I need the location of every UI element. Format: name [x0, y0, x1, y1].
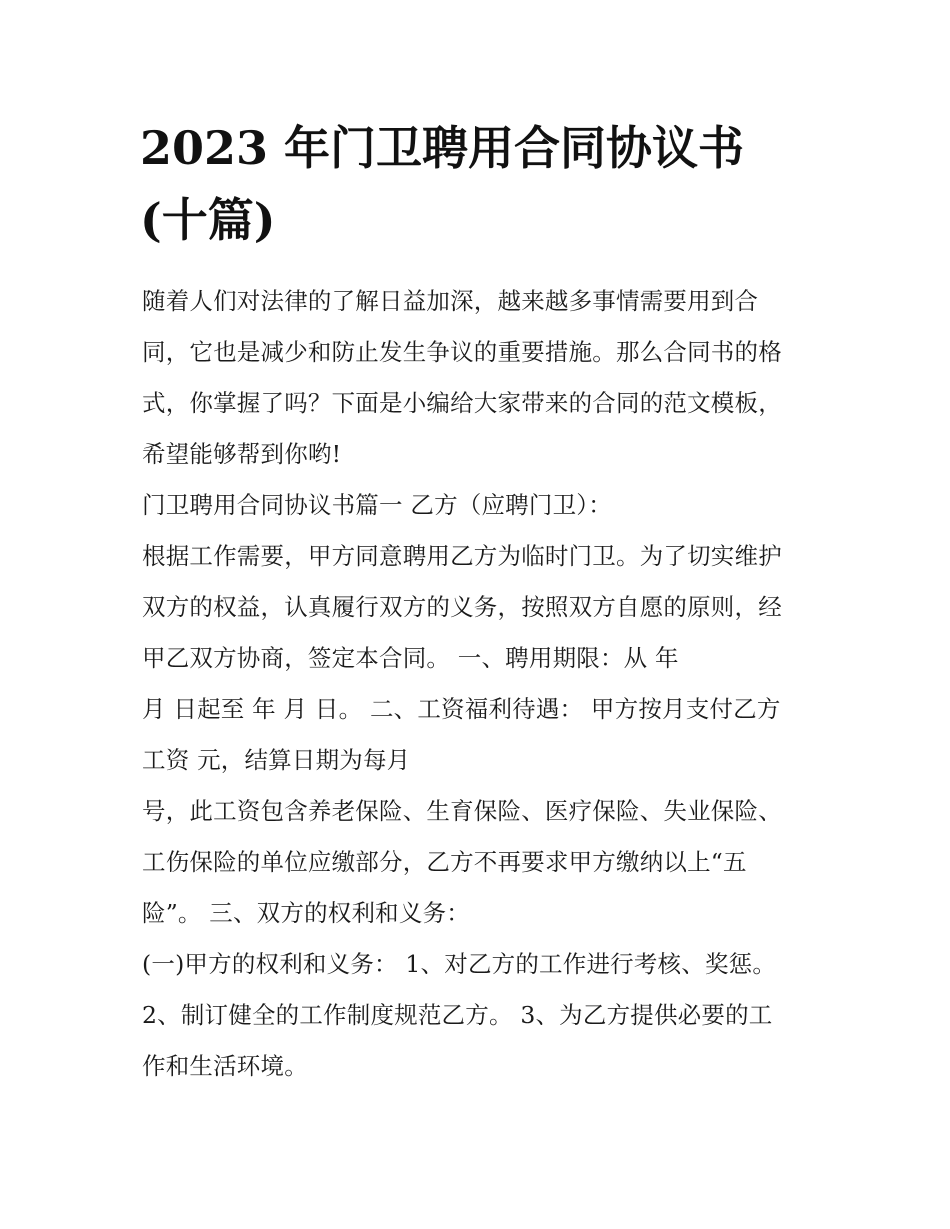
body-line: 作和生活环境。	[142, 1052, 308, 1080]
body-line: 险”。 三、双方的权利和义务：	[142, 899, 470, 927]
body-line: 月 日起至 年 月 日。 二、工资福利待遇： 甲方按月支付乙方	[142, 695, 781, 723]
title-line-1: 2023 年门卫聘用合同协议书	[140, 121, 745, 175]
title-line-2: (十篇)	[140, 193, 276, 247]
body-line: 工伤保险的单位应缴部分，乙方不再要求甲方缴纳以上“五	[142, 848, 747, 876]
body-line: (一)甲方的权利和义务： 1、对乙方的工作进行考核、奖惩。	[142, 950, 777, 978]
body-line: 根据工作需要，甲方同意聘用乙方为临时门卫。为了切实维护	[142, 542, 782, 570]
document-body	[142, 276, 822, 1092]
body-line: 双方的权益，认真履行双方的义务，按照双方自愿的原则，经	[142, 593, 782, 621]
body-line: 同，它也是减少和防止发生争议的重要措施。那么合同书的格	[142, 338, 782, 366]
body-line: 工资 元，结算日期为每月	[142, 746, 411, 774]
body-line: 希望能够帮到你哟!	[142, 440, 342, 468]
section-heading-line: 门卫聘用合同协议书篇一 乙方（应聘门卫）：	[142, 491, 612, 519]
body-line: 式，你掌握了吗？下面是小编给大家带来的合同的范文模板，	[142, 389, 782, 417]
document-title	[140, 112, 820, 256]
body-line: 甲乙双方协商，签定本合同。 一、聘用期限：从 年	[142, 644, 679, 672]
body-line: 2、制订健全的工作制度规范乙方。 3、为乙方提供必要的工	[142, 1001, 773, 1029]
body-line: 号，此工资包含养老保险、生育保险、医疗保险、失业保险、	[142, 797, 782, 825]
body-line: 随着人们对法律的了解日益加深，越来越多事情需要用到合	[142, 287, 759, 315]
